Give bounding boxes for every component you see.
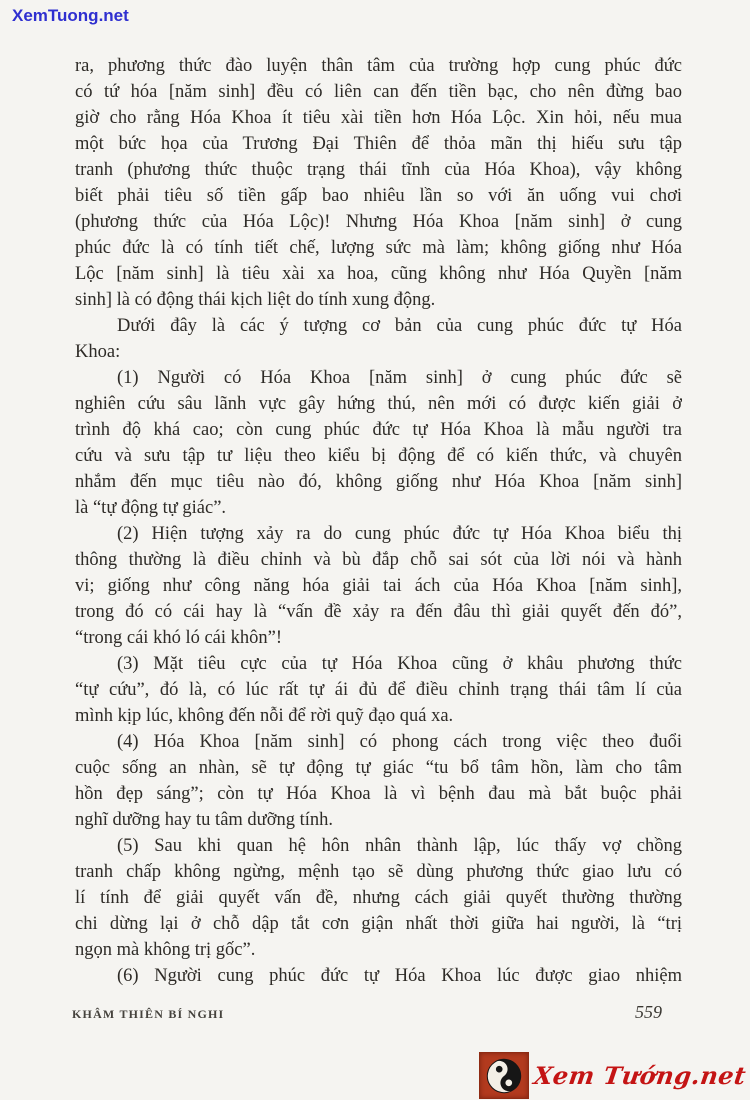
- text-line: (2) Hiện tượng xảy ra do cung phúc đức tự Hóa Khoa biểu thị: [117, 524, 682, 544]
- site-watermark-link[interactable]: XemTuong.net: [12, 6, 129, 25]
- text-line: cứu và sưu tập tư liệu theo kiểu bị động để có kiến thức, và chuyên: [75, 446, 682, 466]
- text-line: mình kịp lúc, không đến nỗi để rời quỹ đạo quá xa.: [75, 706, 454, 726]
- text-line: (5) Sau khi quan hệ hôn nhân thành lập, lúc thấy vợ chồng: [117, 836, 682, 856]
- text-line: phúc đức là có tính tiết chế, lượng sức mà làm; không giống như Hóa: [75, 238, 682, 258]
- paragraph-item-6: [75, 963, 682, 989]
- text-line: trình độ khá cao; còn cung phúc đức tự Hóa Khoa là mẫu người tra: [75, 420, 682, 440]
- text-line: vi; giống như công năng hóa giải tai ách của Hóa Khoa [năm sinh],: [75, 576, 682, 596]
- text-line: ngọn mà không trị gốc”.: [75, 940, 256, 960]
- text-line: tranh (phương thức thuộc trạng thái tĩnh của Hóa Khoa), vậy không: [75, 160, 682, 180]
- text-line: trong đó có cái hay là “vấn đề xảy ra đến đâu thì giải quyết đến đó”,: [75, 602, 682, 622]
- text-line: Lộc [năm sinh] là tiêu xài xa hoa, cũng không như Hóa Quyền [năm: [75, 264, 682, 284]
- running-head-book-title: KHÂM THIÊN BÍ NGHI: [72, 1007, 225, 1021]
- text-line: hồn đẹp sáng”; còn tự Hóa Khoa là vì bệnh đau mà bắt buộc phải: [75, 784, 682, 804]
- page-footer: [72, 1002, 662, 1023]
- text-line: “tự cứu”, đó là, có lúc rất tự ái đủ để điều chỉnh trạng thái tâm lí của: [75, 680, 682, 700]
- text-line: Dưới đây là các ý tượng cơ bản của cung phúc đức tự Hóa: [117, 316, 682, 336]
- text-line: ra, phương thức đào luyện thân tâm của trường hợp cung phúc đức: [75, 56, 682, 76]
- text-line: sinh] là có động thái kịch liệt do tính xung động.: [75, 290, 436, 310]
- page-body: [75, 53, 682, 989]
- text-line: là “tự động tự giác”.: [75, 498, 227, 518]
- paragraph-item-5: [75, 833, 682, 963]
- text-line: (phương thức của Hóa Lộc)! Nhưng Hóa Khoa [năm sinh] ở cung: [75, 212, 682, 232]
- paragraph-item-1: [75, 365, 682, 521]
- site-watermark-logo[interactable]: [479, 1052, 749, 1099]
- text-line: một bức họa của Trương Đại Thiên để thỏa mãn thị hiếu sưu tập: [75, 134, 682, 154]
- paragraph-intro: [75, 313, 682, 365]
- text-line: tranh chấp không ngừng, mệnh tạo sẽ dùng phương thức giao lưu có: [75, 862, 682, 882]
- yin-yang-icon: [479, 1052, 529, 1099]
- text-line: nghĩ dưỡng hay tu tâm dưỡng tính.: [75, 810, 334, 830]
- text-line: biết phải tiêu số tiền gấp bao nhiêu lần so với ăn uống vui chơi: [75, 186, 682, 206]
- text-line: lí tính để giải quyết vấn đề, nhưng cách giải quyết thường thường: [75, 888, 682, 908]
- text-line: cuộc sống an nhàn, sẽ tự động tự giác “tu bổ tâm hồn, làm cho tâm: [75, 758, 682, 778]
- text-line: (6) Người cung phúc đức tự Hóa Khoa lúc được giao nhiệm: [117, 966, 682, 986]
- text-line: có tứ hóa [năm sinh] đều có liên can đến tiền bạc, cho nên đừng bao: [75, 82, 682, 102]
- text-line: (3) Mặt tiêu cực của tự Hóa Khoa cũng ở khâu phương thức: [117, 654, 682, 674]
- paragraph-continuation: [75, 53, 682, 313]
- text-line: giờ cho rằng Hóa Khoa ít tiêu xài tiền hơn Hóa Lộc. Xin hỏi, nếu mua: [75, 108, 682, 128]
- page-number: 559: [635, 1002, 662, 1022]
- paragraph-item-3: [75, 651, 682, 729]
- text-line: chi dừng lại ở chỗ dập tắt cơn giận nhất thời giữa hai người, là “trị: [75, 914, 682, 934]
- paragraph-item-4: [75, 729, 682, 833]
- text-line: nghiên cứu sâu lãnh vực gây hứng thú, nên mới có được kiến giải ở: [75, 394, 682, 414]
- text-line: Khoa:: [75, 342, 121, 362]
- site-watermark-logo-text: Xem Tướng.net: [532, 1061, 749, 1090]
- text-line: nhắm đến mục tiêu nào đó, không giống như Hóa Khoa [năm sinh]: [75, 472, 682, 492]
- text-line: “trong cái khó ló cái khôn”!: [75, 628, 283, 648]
- text-line: thông thường là điều chỉnh và bù đắp chỗ sai sót của lời nói và hành: [75, 550, 682, 570]
- text-line: (1) Người có Hóa Khoa [năm sinh] ở cung phúc đức sẽ: [117, 368, 682, 388]
- text-line: (4) Hóa Khoa [năm sinh] có phong cách trong việc theo đuổi: [117, 732, 682, 752]
- paragraph-item-2: [75, 521, 682, 651]
